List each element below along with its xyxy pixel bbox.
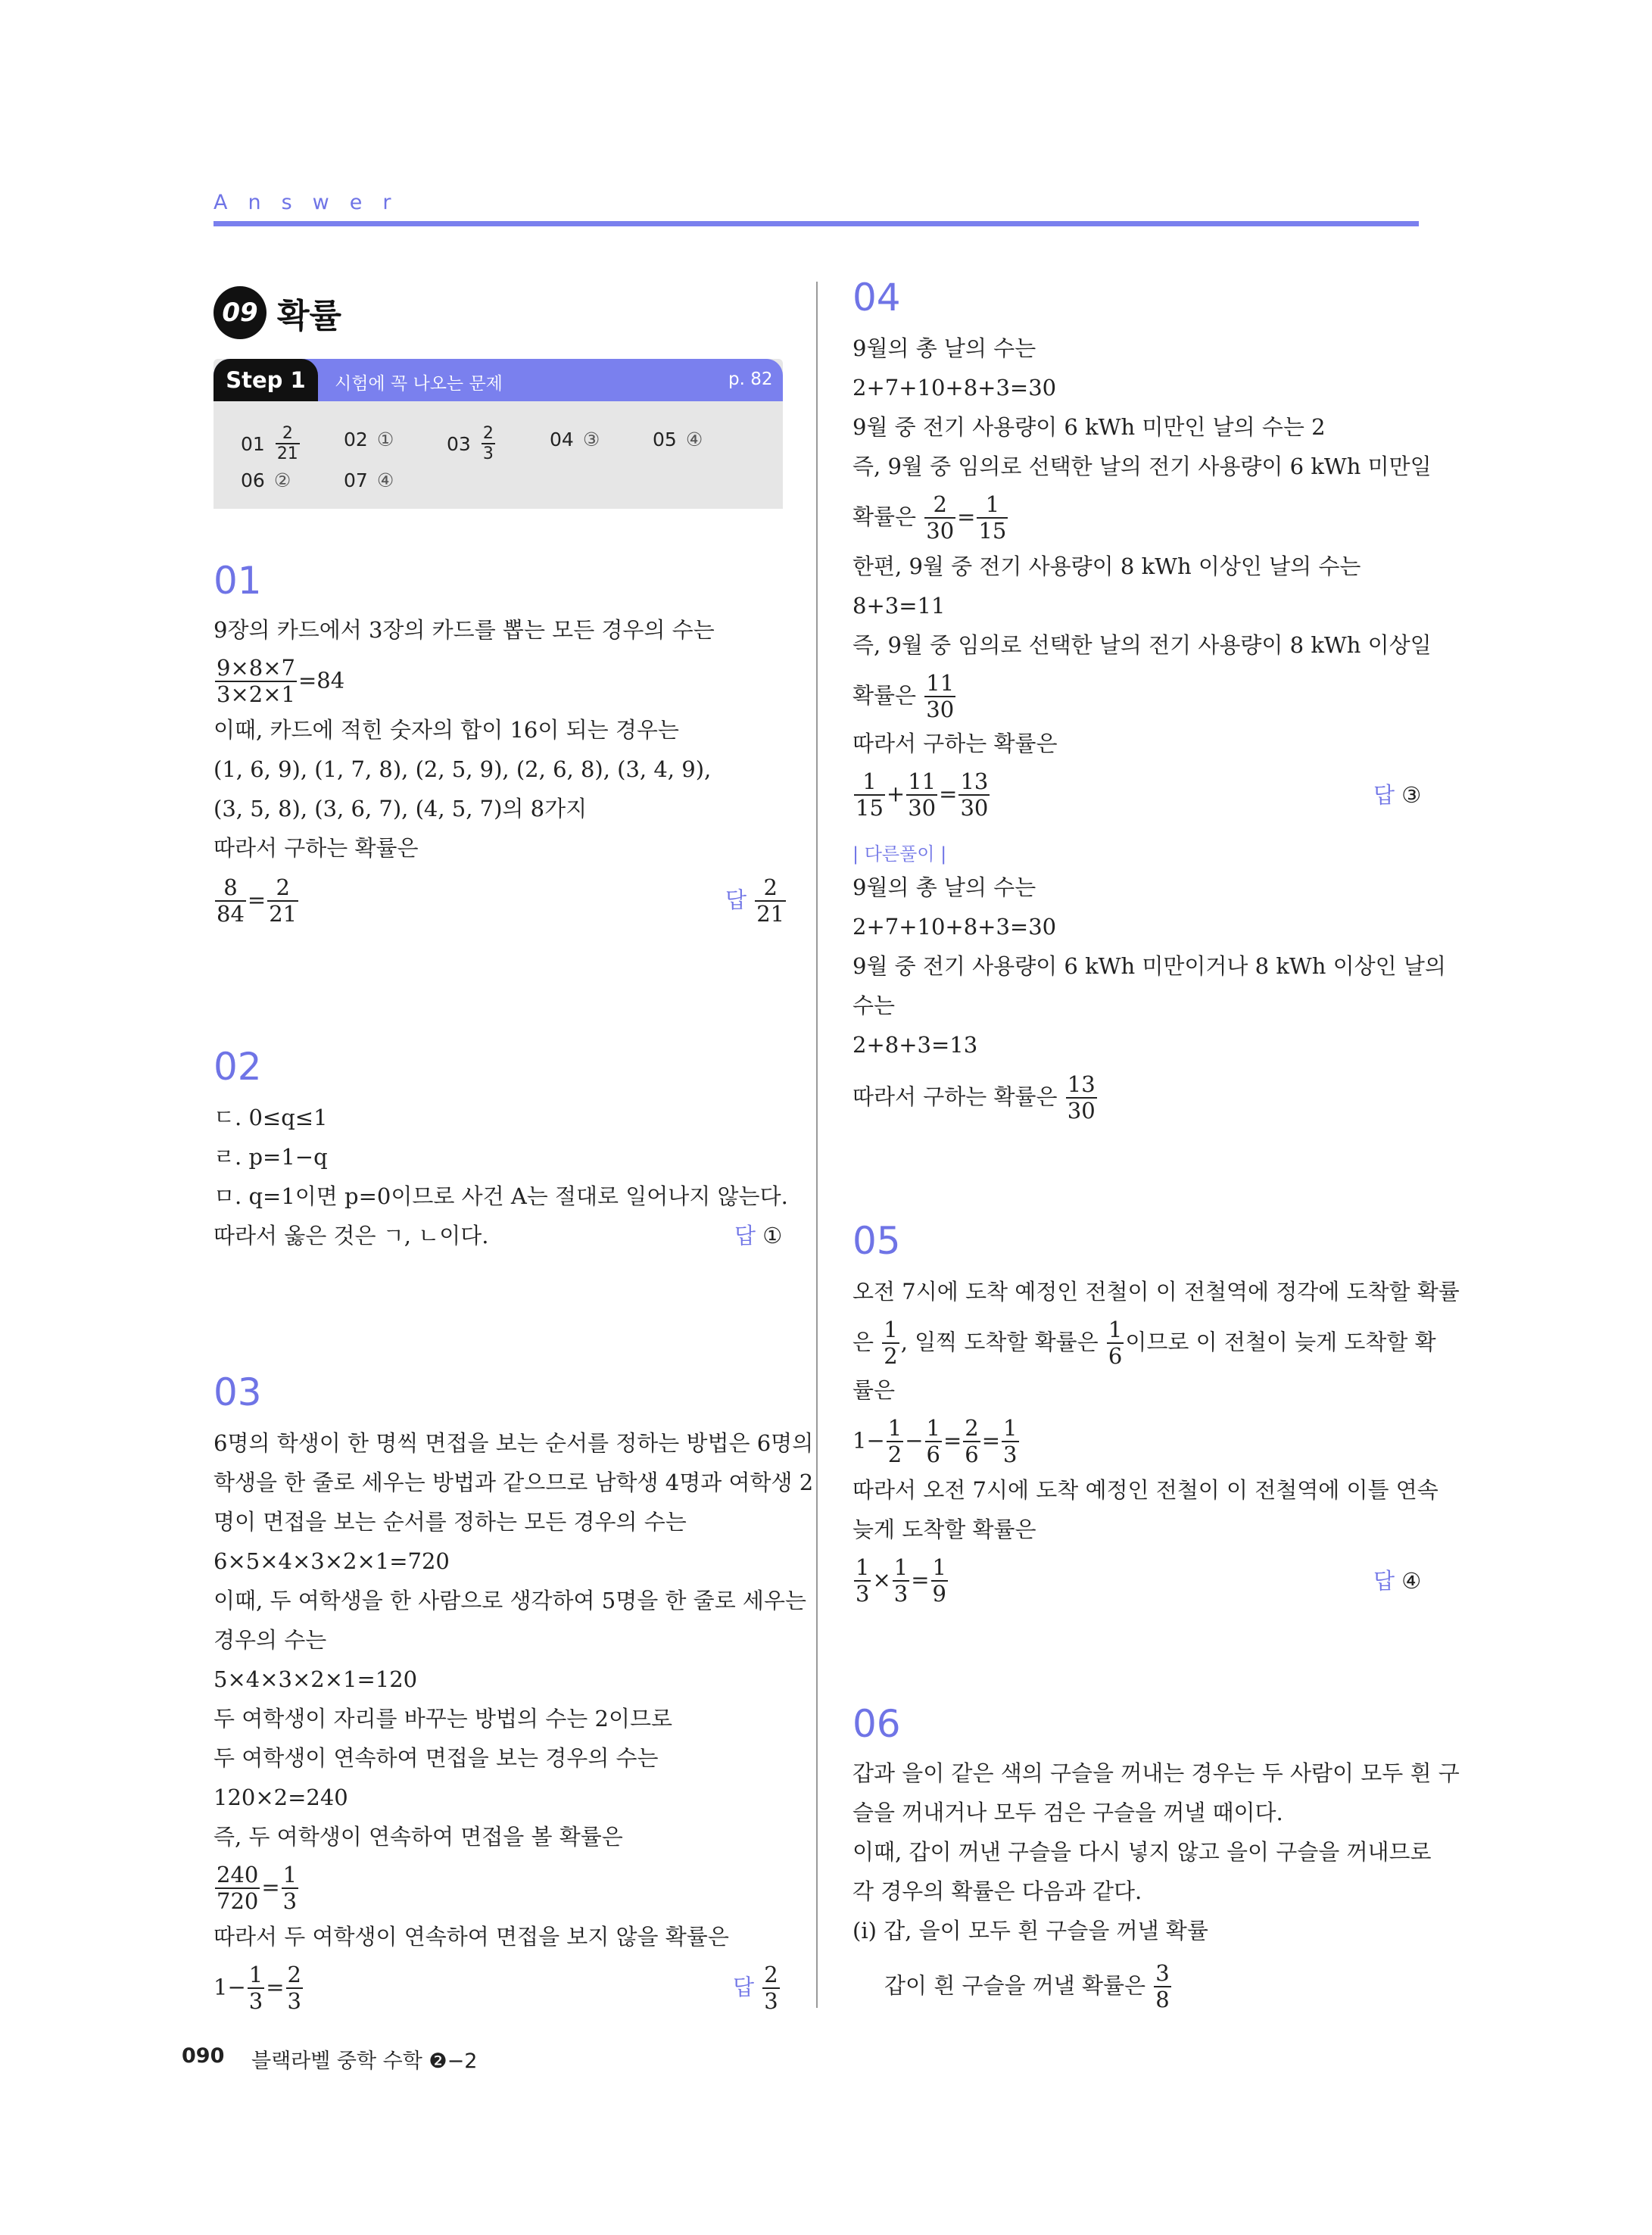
summary-answer-04: 04 ③: [550, 429, 600, 450]
q04-answer: 답 ③: [1373, 782, 1422, 808]
q04-line-5: 확률은 $\frac{2}{30}$ = $\frac{1}{15}$: [852, 491, 1007, 544]
question-number-02: 02: [214, 1045, 262, 1089]
question-number-01: 01: [214, 559, 262, 603]
q05-line-5: 따라서 오전 7시에 도착 예정인 전철이 이 전철역에 이틀 연속: [852, 1477, 1438, 1503]
q01-line-5: (3, 5, 8), (3, 6, 7), (4, 5, 7)의 8가지: [214, 796, 588, 821]
summary-answer-06: 06 ②: [241, 469, 291, 491]
chapter-number-badge: 09: [214, 286, 267, 339]
q01-line-7: $\frac{8}{84}$ = $\frac{2}{21}$: [217, 874, 298, 927]
q05-line-3: 률은: [852, 1377, 896, 1403]
q01-line-3: 이때, 카드에 적힌 숫자의 합이 16이 되는 경우는: [214, 717, 679, 743]
q04-alt-line-6: 따라서 구하는 확률은 $\frac{13}{30}$: [852, 1071, 1096, 1124]
q03-line-14: 1− $\frac{1}{3}$ = $\frac{2}{3}$: [214, 1962, 301, 2015]
q04-alt-line-5: 2+8+3=13: [852, 1032, 978, 1058]
q03-line-6: 경우의 수는: [214, 1627, 327, 1653]
question-number-05: 05: [852, 1219, 901, 1263]
q04-alt-line-3: 9월 중 전기 사용량이 6 kWh 미만이거나 8 kWh 이상인 날의: [852, 953, 1446, 979]
running-head: Answer: [214, 191, 412, 214]
q04-line-11: $\frac{1}{15}$ + $\frac{11}{30}$ = $\frac{13}{30}$: [856, 768, 989, 821]
q03-line-8: 두 여학생이 자리를 바꾸는 방법의 수는 2이므로: [214, 1706, 673, 1732]
q03-line-2: 학생을 한 줄로 세우는 방법과 같으므로 남학생 4명과 여학생 2: [214, 1470, 814, 1495]
q04-line-2: 2+7+10+8+3=30: [852, 375, 1057, 401]
q03-line-11: 즉, 두 여학생이 연속하여 면접을 볼 확률은: [214, 1824, 623, 1850]
q04-line-1: 9월의 총 날의 수는: [852, 335, 1036, 361]
q02-line-4: 따라서 옳은 것은 ㄱ, ㄴ이다.: [214, 1223, 489, 1248]
step-tag: Step 1: [214, 359, 318, 401]
summary-answer-07: 07 ④: [344, 469, 394, 491]
q03-line-4: 6×5×4×3×2×1=720: [214, 1548, 450, 1574]
q04-line-3: 9월 중 전기 사용량이 6 kWh 미만인 날의 수는 2: [852, 414, 1326, 440]
q03-line-9: 두 여학생이 연속하여 면접을 보는 경우의 수는: [214, 1745, 659, 1771]
q05-line-7: $\frac{1}{3}$ × $\frac{1}{3}$ = $\frac{1}{9}$: [856, 1554, 946, 1607]
q05-line-4: 1− $\frac{1}{2}$ − $\frac{1}{6}$ = $\frac{2}{6}$ = $\frac{1}{3}$: [852, 1415, 1018, 1468]
q01-line-1: 9장의 카드에서 3장의 카드를 뽑는 모든 경우의 수는: [214, 617, 715, 643]
q04-line-7: 8+3=11: [852, 593, 946, 619]
question-number-03: 03: [214, 1370, 262, 1414]
q03-line-12: $\frac{240}{720}$ = $\frac{1}{3}$: [217, 1862, 298, 1915]
q04-line-4: 즉, 9월 중 임의로 선택한 날의 전기 사용량이 6 kWh 미만일: [852, 454, 1432, 479]
q03-line-7: 5×4×3×2×1=120: [214, 1666, 418, 1692]
q03-line-1: 6명의 학생이 한 명씩 면접을 보는 순서를 정하는 방법은 6명의: [214, 1430, 814, 1456]
q01-line-6: 따라서 구하는 확률은: [214, 835, 419, 861]
chapter-heading: [214, 286, 341, 339]
column-divider: [816, 282, 818, 2008]
question-number-04: 04: [852, 276, 901, 320]
q03-line-10: 120×2=240: [214, 1785, 348, 1810]
summary-answer-01: 01 $\frac{2}{21}$: [241, 424, 298, 464]
q04-alt-line-1: 9월의 총 날의 수는: [852, 874, 1036, 900]
q03-line-3: 명이 면접을 보는 순서를 정하는 모든 경우의 수는: [214, 1509, 687, 1535]
summary-answer-03: 03 $\frac{2}{3}$: [447, 424, 494, 464]
q02-answer: 답 ①: [734, 1223, 783, 1248]
q05-line-1: 오전 7시에 도착 예정인 전철이 이 전철역에 정각에 도착할 확률: [852, 1279, 1460, 1305]
header-rule: [214, 221, 1419, 226]
q06-line-3: 이때, 갑이 꺼낸 구슬을 다시 넣지 않고 을이 구슬을 꺼내므로: [852, 1839, 1432, 1865]
q04-alt-line-2: 2+7+10+8+3=30: [852, 914, 1057, 940]
q04-line-6: 한편, 9월 중 전기 사용량이 8 kWh 이상인 날의 수는: [852, 553, 1361, 579]
q01-line-4: (1, 6, 9), (1, 7, 8), (2, 5, 9), (2, 6, 8), (3, 4, 9),: [214, 756, 712, 782]
alternative-solution-label: | 다른풀이 |: [852, 843, 947, 865]
chapter-title: 확률: [277, 297, 342, 335]
q06-line-2: 슬을 꺼내거나 모두 검은 구슬을 꺼낼 때이다.: [852, 1800, 1283, 1825]
q06-line-1: 갑과 을이 같은 색의 구슬을 꺼내는 경우는 두 사람이 모두 흰 구: [852, 1760, 1460, 1786]
summary-answer-05: 05 ④: [653, 429, 703, 450]
q04-alt-line-4: 수는: [852, 993, 896, 1018]
q04-line-10: 따라서 구하는 확률은: [852, 731, 1058, 756]
q01-answer: 답 $\frac{2}{21}$: [725, 874, 785, 927]
q02-line-1: ㄷ. 0≤q≤1: [214, 1105, 328, 1130]
q05-line-2: 은 $\frac{1}{2}$ , 일찍 도착할 확률은 $\frac{1}{6}$ 이므로 이 전철이 늦게 도착할 확: [852, 1317, 1436, 1370]
q06-line-5: (ⅰ) 갑, 을이 모두 흰 구슬을 꺼낼 확률: [852, 1918, 1208, 1944]
q03-line-13: 따라서 두 여학생이 연속하여 면접을 보지 않을 확률은: [214, 1924, 729, 1950]
q02-line-3: ㅁ. q=1이면 p=0이므로 사건 A는 절대로 일어나지 않는다.: [214, 1183, 788, 1209]
question-number-06: 06: [852, 1702, 901, 1746]
q01-line-2: $\frac{9\times 8\times 7}{3\times 2\times 1}$ =84: [217, 655, 345, 708]
q02-line-2: ㄹ. p=1−q: [214, 1144, 328, 1170]
step-page-ref: p. 82: [728, 369, 773, 389]
q03-answer: 답 $\frac{2}{3}$: [733, 1962, 778, 2015]
step-subtitle: 시험에 꼭 나오는 문제: [335, 374, 503, 394]
q04-line-9: 확률은 $\frac{11}{30}$: [852, 670, 955, 723]
book-title: 블랙라벨 중학 수학 ❷−2: [251, 2050, 478, 2073]
summary-answer-02: 02 ①: [344, 429, 394, 450]
q04-line-8: 즉, 9월 중 임의로 선택한 날의 전기 사용량이 8 kWh 이상일: [852, 632, 1432, 658]
q06-line-6: 갑이 흰 구슬을 꺼낼 확률은 $\frac{3}{8}$: [884, 1960, 1170, 2013]
q03-line-5: 이때, 두 여학생을 한 사람으로 생각하여 5명을 한 줄로 세우는: [214, 1588, 806, 1613]
q06-line-4: 각 경우의 확률은 다음과 같다.: [852, 1878, 1142, 1904]
page-number: 090: [182, 2044, 225, 2068]
q05-line-6: 늦게 도착할 확률은: [852, 1516, 1036, 1542]
q05-answer: 답 ④: [1373, 1568, 1422, 1594]
